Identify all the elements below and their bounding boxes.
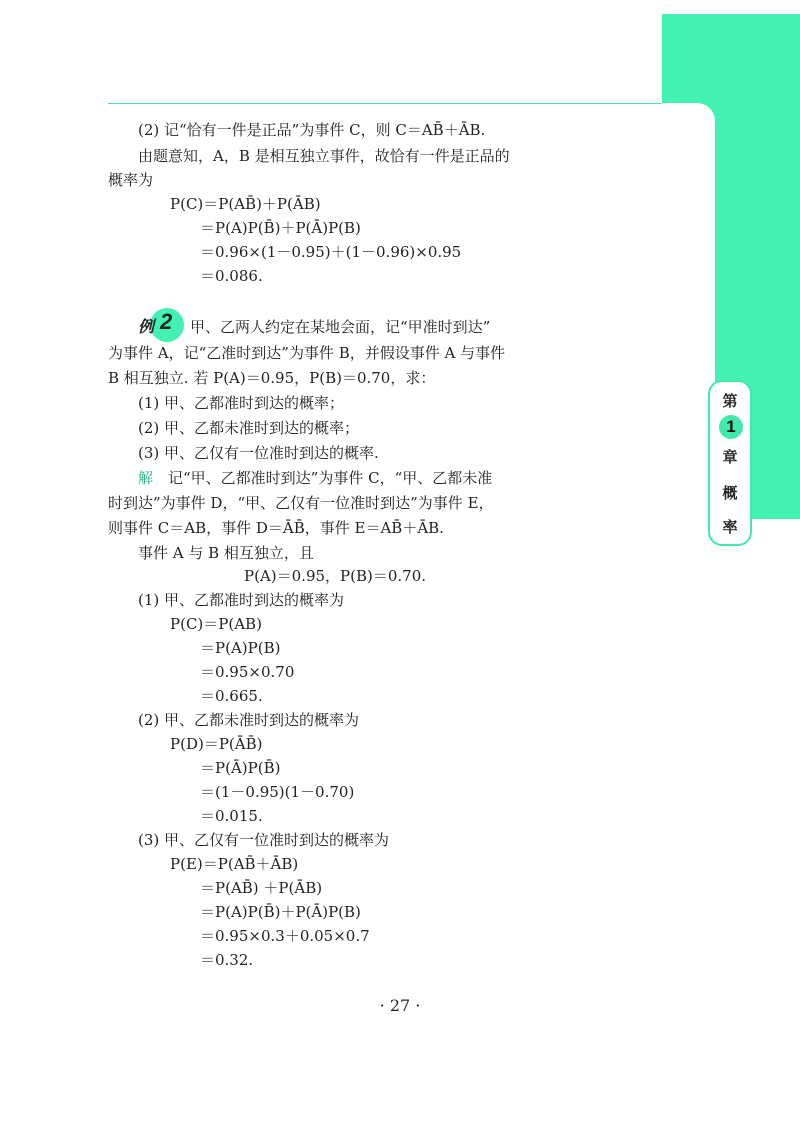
text-line: B 相互独立. 若 P(A)＝0.95，P(B)＝0.70，求： [108,369,436,387]
formula-line: P(A)＝0.95，P(B)＝0.70. [244,567,427,585]
formula-line: P(C)＝P(AB) [170,615,262,633]
formula-line: ＝P(A)P(B) [200,639,281,657]
chapter-tab-text-c: 概 [722,484,738,502]
text-line: (3) 甲、乙仅有一位准时到达的概率. [138,444,379,462]
chapter-tab-text-d: 率 [722,518,738,536]
chapter-tab-text-a: 第 [722,392,738,410]
formula-line: ＝P(A)P(B̄)＋P(Ā)P(B) [200,219,361,237]
solution-label: 解 [138,469,154,487]
formula-line: P(D)＝P(ĀB̄) [170,735,263,753]
text-line: 由题意知，A，B 是相互独立事件，故恰有一件是正品的 [138,147,510,165]
formula-line: ＝0.95×0.3＋0.05×0.7 [200,927,370,945]
text-line: (2) 甲、乙都未准时到达的概率为 [138,711,360,729]
formula-line: ＝0.95×0.70 [200,663,295,681]
text-line: (1) 甲、乙都准时到达的概率为 [138,591,345,609]
example-badge [138,308,184,344]
formula-line: ＝0.015. [200,807,263,825]
formula-line: ＝0.32. [200,951,254,969]
formula-line: ＝0.96×(1－0.95)＋(1－0.96)×0.95 [200,243,462,261]
formula-line: P(E)＝P(AB̄＋ĀB) [170,855,299,873]
text-line: (3) 甲、乙仅有一位准时到达的概率为 [138,831,390,849]
text-line: 甲、乙两人约定在某地会面，记“甲准时到达” [190,318,491,336]
chapter-number-badge: 1 [719,415,743,439]
text-line: (2) 甲、乙都未准时到达的概率； [138,419,360,437]
chapter-tab [708,380,752,546]
example-number: 2 [160,309,173,334]
text-line: 则事件 C＝AB，事件 D＝ĀB̄，事件 E＝AB̄＋ĀB. [108,519,444,537]
formula-line: ＝(1－0.95)(1－0.70) [200,783,355,801]
text-line: 事件 A 与 B 相互独立，且 [138,544,314,562]
text-line: 概率为 [108,171,154,189]
example-label: 例 [138,317,155,336]
text-line: 记“甲、乙都准时到达”为事件 C，“甲、乙都未准 [168,469,493,487]
formula-line: ＝P(AB̄) ＋P(ĀB) [200,879,323,897]
chapter-tab-text-b: 章 [722,448,738,466]
text-line: (1) 甲、乙都准时到达的概率； [138,394,345,412]
text-line: 时到达”为事件 D，“甲、乙仅有一位准时到达”为事件 E， [108,494,494,512]
formula-line: ＝P(Ā)P(B̄) [200,759,281,777]
header-rule [108,103,662,104]
text-line: 为事件 A，记“乙准时到达”为事件 B，并假设事件 A 与事件 [108,344,506,362]
text-line: (2) 记“恰有一件是正品”为事件 C，则 C＝AB̄＋ĀB. [138,121,486,139]
page-number: · 27 · [379,996,421,1015]
formula-line: ＝0.086. [200,267,263,285]
formula-line: ＝P(A)P(B̄)＋P(Ā)P(B) [200,903,361,921]
formula-line: P(C)＝P(AB̄)＋P(ĀB) [170,195,321,213]
formula-line: ＝0.665. [200,687,263,705]
